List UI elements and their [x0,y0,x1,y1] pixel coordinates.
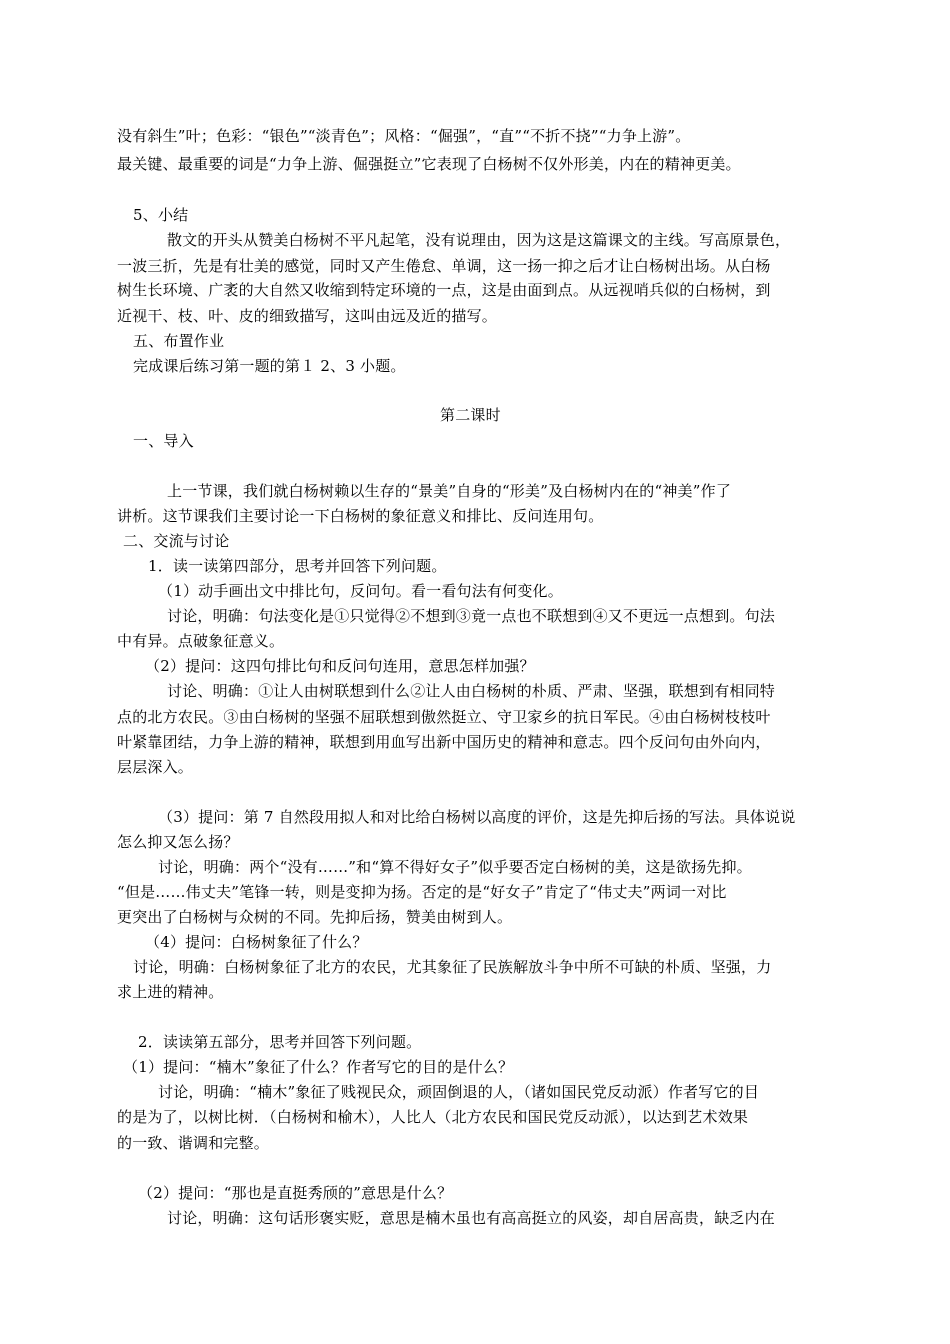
text-line: “但是……伟丈夫”笔锋一转，则是变抑为扬。否定的是“好女子”肯定了“伟丈夫”两词一对比 [117,883,727,901]
question-heading: 2．读读第五部分，思考并回答下列问题。 [138,1033,422,1051]
text-line: 怎么抑又怎么扬？ [117,833,239,851]
question-line: （1）提问：“楠木”象征了什么？作者写它的目的是什么？ [123,1058,514,1076]
text-line: 近视干、枝、叶、皮的细致描写，这叫由远及近的描写。 [117,307,498,325]
question-line: （3）提问：第 7 自然段用拟人和对比给白杨树以高度的评价，这是先抑后扬的写法。具体说说 [158,808,796,826]
lesson-title: 第二课时 [440,406,501,424]
question-line: （2）提问：这四句排比句和反问句连用，意思怎样加强？ [145,657,535,675]
text-line: 最关键、最重要的词是“力争上游、倔强挺立”它表现了白杨树不仅外形美，内在的精神更美。 [117,155,741,173]
text-line: 一波三折，先是有壮美的感觉，同时又产生倦怠、单调，这一扬一抑之后才让白杨树出场。从白杨 [117,257,771,275]
text-line: 讨论，明确：白杨树象征了北方的农民，尤其象征了民族解放斗争中所不可缺的朴质、坚强，力 [133,958,772,976]
text-line: 讨论，明确：句法变化是①只觉得②不想到③竟一点也不联想到④又不更远一点想到。句法 [167,607,776,625]
text-line: 点的北方农民。③由白杨树的坚强不屈联想到傲然挺立、守卫家乡的抗日军民。④由白杨树枝枝叶 [117,708,771,726]
text-line: 上一节课，我们就白杨树赖以生存的“景美”自身的“形美”及白杨树内在的“神美”作了 [167,482,732,500]
section-heading: 五、布置作业 [133,332,225,350]
section-heading: 一、导入 [133,432,194,450]
section-heading: 二、交流与讨论 [123,532,230,550]
text-line: 中有异。点破象征意义。 [117,632,285,650]
text-line: 的是为了，以树比树．（白杨树和榆木），人比人（北方农民和国民党反动派），以达到艺术效果 [117,1108,749,1126]
text-line: 层层深入。 [117,758,194,776]
text-line: 没有斜生”叶；色彩：“银色”“淡青色”；风格：“倔强”，“直”“不折不挠”“力争上游”。 [117,127,691,145]
text-line: 的一致、谐调和完整。 [117,1134,270,1152]
text-line: 叶紧靠团结，力争上游的精神，联想到用血写出新中国历史的精神和意志。四个反问句由外向内， [117,733,771,751]
question-line: （2）提问：“那也是直挺秀颀的”意思是什么？ [138,1184,453,1202]
question-line: （1）动手画出文中排比句，反问句。看一看句法有何变化。 [158,582,563,600]
text-line: 求上进的精神。 [117,983,224,1001]
text-line: 散文的开头从赞美白杨树不平凡起笔，没有说理由，因为这是这篇课文的主线。写高原景色， [167,231,791,249]
text-line: 讨论，明确：“楠木”象征了贱视民众，顽固倒退的人，（诸如国民党反动派）作者写它的目 [158,1083,760,1101]
text-line: 讨论，明确：两个“没有……”和“算不得好女子”似乎要否定白杨树的美，这是欲扬先抑。 [158,858,752,876]
text-line: 讲析。这节课我们主要讨论一下白杨树的象征意义和排比、反问连用句。 [117,507,604,525]
question-heading: 1．读一读第四部分，思考并回答下列问题。 [148,557,447,575]
text-line: 完成课后练习第一题的第１ 2、3 小题。 [133,357,406,375]
question-line: （4）提问：白杨树象征了什么？ [145,933,368,951]
text-line: 更突出了白杨树与众树的不同。先抑后扬，赞美由树到人。 [117,908,513,926]
section-heading: 5、小结 [133,206,189,224]
text-line: 树生长环境、广袤的大自然又收缩到特定环境的一点，这是由面到点。从远视哨兵似的白杨树，到 [117,281,771,299]
text-line: 讨论，明确：这句话形褒实贬，意思是楠木虽也有高高挺立的风姿，却自居高贵，缺乏内在 [167,1209,776,1227]
text-line: 讨论、明确：①让人由树联想到什么②让人由白杨树的朴质、严肃、坚强，联想到有相同特 [167,682,776,700]
